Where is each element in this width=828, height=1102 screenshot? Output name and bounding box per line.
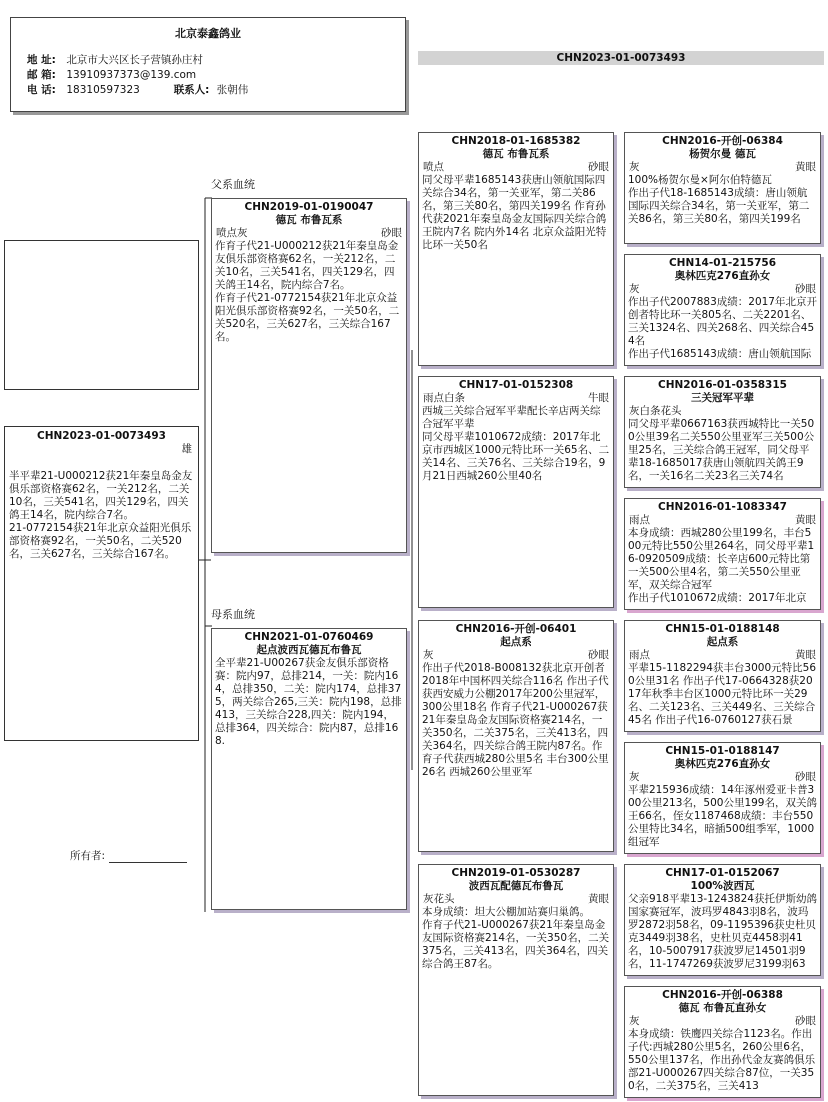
dam-ring: CHN2021-01-0760469 xyxy=(244,631,374,643)
gp-eye: 砂眼 xyxy=(588,161,609,173)
email-label: 邮 箱: xyxy=(27,69,56,81)
phone-label: 电 话: xyxy=(27,84,56,96)
ggp-ring: CHN14-01-215756 xyxy=(668,257,777,269)
great-grandparent-card xyxy=(624,498,821,610)
gp-name: 德瓦 布鲁瓦系 xyxy=(482,148,550,160)
ggp-color: 灰 xyxy=(629,1015,640,1027)
great-grandparent-card xyxy=(624,986,821,1098)
dam-desc: 全平辈21-U00267获金友俱乐部资格赛：院内97，总排214，一关：院内164，总排350，二关：院内174，总排375，两关综合265,三关：院内198，总排413，三关综合228,四关：院内194，总排364，四关综合：院内87，总排168. xyxy=(215,657,402,747)
bird-photo-frame xyxy=(4,240,199,390)
contact-value: 张朝伟 xyxy=(216,84,249,96)
grandparent-card xyxy=(418,132,614,366)
grandparent-card xyxy=(418,864,614,1096)
gp-eye: 牛眼 xyxy=(588,392,609,404)
grandparent-card xyxy=(418,620,614,852)
ggp-desc: 100%杨贺尔曼×阿尔伯特德瓦 作出子代18-1685143成绩：唐山领航国际四关综合34名，第一关亚军，第二关86名，第三关80名，第四关199名 xyxy=(628,174,810,225)
gp-color: 雨点白条 xyxy=(423,392,465,404)
ggp-desc: 父亲918平辈13-1243824获托伊斯幼鸽国家赛冠军，波玛罗4843羽8名，波玛罗2872羽58名，09-1195396获史杜贝克3449羽38名，史杜贝克4458羽41名，10-5007917获波罗尼14501羽9名，11-1747269获波罗尼3199羽63 xyxy=(628,893,817,970)
ggp-color: 灰 xyxy=(629,771,640,783)
ggp-desc: 本身成绩：西城280公里199名，丰台500元特比550公里264名，同父母平辈16-0920509成绩：长辛店600元特比第一关500公里4名，第二关550公里亚军，双关综合冠军 作出子代1010672成绩：2017年北京 xyxy=(628,527,815,604)
ggp-desc: 本身成绩：铁鹰四关综合1123名。作出子代:西城280公里5名，260公里6名，550公里137名，作出孙代金友赛鸽俱乐部21-U000267四关综合87位，一关350名，二关375名，三关413 xyxy=(628,1028,816,1092)
great-grandparent-card xyxy=(624,742,821,854)
ggp-color: 灰白条花头 xyxy=(629,405,682,417)
sire-name: 德瓦 布鲁瓦系 xyxy=(275,214,343,226)
phone-line xyxy=(27,84,248,97)
sire-ring: CHN2019-01-0190047 xyxy=(244,201,374,213)
gp-color: 灰花头 xyxy=(423,893,455,905)
gp-ring: CHN2016-开创-06401 xyxy=(455,623,577,635)
great-grandparent-card xyxy=(624,620,821,732)
ggp-name: 杨贺尔曼 德瓦 xyxy=(689,148,756,160)
gp-name: 波西瓦配德瓦布鲁瓦 xyxy=(468,880,564,892)
dam-card xyxy=(211,628,407,910)
ggp-desc: 作出子代2007883成绩：2017年北京开创者特比环一关805名、二关2201名、三关1324名、四关268名、四关综合454名 作出子代1685143成绩：唐山领航国际 xyxy=(628,296,817,360)
email-line xyxy=(27,69,196,82)
gp-eye: 黄眼 xyxy=(588,893,609,905)
ggp-ring: CHN15-01-0188148 xyxy=(665,623,780,635)
ggp-ring: CHN17-01-0152067 xyxy=(665,867,780,879)
gp-ring: CHN17-01-0152308 xyxy=(458,379,574,391)
gp-ring: CHN2019-01-0530287 xyxy=(451,867,581,879)
phone-value: 18310597323 xyxy=(66,84,140,96)
owner-label: 所有者: xyxy=(70,850,106,862)
ggp-ring: CHN2016-开创-06384 xyxy=(662,135,783,147)
ggp-color: 雨点 xyxy=(629,514,650,526)
ggp-color: 雨点 xyxy=(629,649,650,661)
gp-name: 起点系 xyxy=(500,636,532,648)
dam-line-label: 母系血统 xyxy=(211,608,255,621)
ggp-eye: 砂眼 xyxy=(795,283,816,295)
sire-line-label: 父系血统 xyxy=(211,178,255,191)
gp-eye: 砂眼 xyxy=(588,649,609,661)
breeder-info-panel xyxy=(10,17,406,112)
gp-desc: 作出子代2018-B008132获北京开创者2018年中国杯四关综合116名 作出子代获西安威力公棚2017年200公里冠军，300公里18名 作育子代21-U000267获21年秦皇岛金友国际资格赛214名，一关350名，二关375名，三关413名，四关364名，四关综合鸽王院内87名。作育子代获西城280公里5名 丰台300公里26名 西城260公里亚军 xyxy=(422,662,609,778)
owner-blank xyxy=(109,852,187,863)
ggp-desc: 平辈215936成绩：14年涿州爱亚卡普300公里213名，500公里199名，双关鸽王66名，侄女1187468成绩：丰台550公里特比34名，暗插500组季军，1000组冠军 xyxy=(628,784,817,848)
contact-label: 联系人: xyxy=(173,84,210,96)
email-value: 13910937373@139.com xyxy=(66,69,197,81)
ggp-eye: 黄眼 xyxy=(795,161,816,173)
ggp-name: 起点系 xyxy=(706,636,739,648)
ggp-ring: CHN2016-01-0358315 xyxy=(658,379,787,391)
sire-color: 喷点灰 xyxy=(216,227,248,239)
address-line xyxy=(27,54,203,67)
top-ring-bar: CHN2023-01-0073493 xyxy=(418,51,824,65)
great-grandparent-card xyxy=(624,254,821,366)
gp-color: 灰 xyxy=(423,649,434,661)
gp-color: 喷点 xyxy=(423,161,444,173)
ggp-name: 100%波西瓦 xyxy=(690,880,755,892)
sire-eye: 砂眼 xyxy=(381,227,402,239)
main-bird-ring: CHN2023-01-0073493 xyxy=(37,430,166,442)
great-grandparent-card xyxy=(624,132,821,244)
address-value: 北京市大兴区长子营镇孙庄村 xyxy=(66,54,203,66)
dam-name: 起点波西瓦德瓦布鲁瓦 xyxy=(256,644,362,656)
main-bird-card xyxy=(4,426,199,741)
great-grandparent-card xyxy=(624,864,821,976)
gp-desc: 同父母平辈1685143获唐山领航国际四关综合34名，第一关亚军，第二关86名，第三关80名，第四关199名 作育孙代获2021年秦皇岛金友国际四关综合鸽王院内7名 院内外14名 北京众益阳光特比环一关50名 xyxy=(422,174,607,251)
ggp-color: 灰 xyxy=(629,161,640,173)
ggp-name: 德瓦 布鲁瓦直孙女 xyxy=(678,1002,767,1014)
grandparent-card xyxy=(418,376,614,608)
gp-ring: CHN2018-01-1685382 xyxy=(451,135,581,147)
sire-card xyxy=(211,198,407,553)
sire-desc: 作育子代21-U000212获21年秦皇岛金友俱乐部资格赛62名，一关212名，二关10名，三关541名，四关129名，四关鸽王14名，院内综合7名。 作育子代21-0772154获21年北京众益阳光俱乐部资格赛92名，一关50名，二关520名，三关627名，三关综合167名。 xyxy=(215,240,400,343)
ggp-desc: 平辈15-1182294获丰台3000元特比560公里31名 作出子代17-0664328获2017年秋季丰台区1000元特比环一关29名、二关123名、三关449名、三关综合45名 作出子代16-0760127获石景 xyxy=(628,662,816,726)
ggp-name: 奥林匹克276直孙女 xyxy=(674,270,771,282)
ggp-eye: 砂眼 xyxy=(795,771,816,783)
ggp-desc: 同父母平辈0667163获西城特比一关500公里39名二关550公里亚军三关500公里25名，三关综合鸽王冠军，同父母平辈18-1685017获唐山领航四关鸽王9名，一关16名二关23名三关74名 xyxy=(628,418,815,482)
ggp-ring: CHN15-01-0188147 xyxy=(665,745,780,757)
gp-desc: 西城三关综合冠军平辈配长辛店两关综合冠军平辈 同父母平辈1010672成绩：2017年北京市西城区1000元特比环一关65名、二关14名、三关76名、三关综合19名，9月21日西城260公里40名 xyxy=(422,405,610,482)
owner-field xyxy=(70,850,187,863)
main-bird-desc: 半平辈21-U000212获21年秦皇岛金友俱乐部资格赛62名，一关212名，二关10名，三关541名，四关129名，四关鸽王14名，院内综合7名。 21-0772154获21年北京众益阳光俱乐部资格赛92名，一关50名，二关520名，三关627名，三关综合167名。 xyxy=(9,470,193,560)
main-bird-sex: 雄 xyxy=(181,443,192,455)
ggp-ring: CHN2016-01-1083347 xyxy=(658,501,787,513)
ggp-color: 灰 xyxy=(629,283,640,295)
breeder-title: 北京泰鑫鸽业 xyxy=(175,27,241,40)
gp-desc: 本身成绩：坦大公棚加站赛归巢鸽。 作育子代21-U000267获21年秦皇岛金友国际资格赛214名，一关350名，二关375名，三关413名，四关364名，四关综合鸽王87名。 xyxy=(422,906,610,970)
ggp-eye: 砂眼 xyxy=(795,1015,816,1027)
ggp-name: 奥林匹克276直孙女 xyxy=(674,758,771,770)
ggp-name: 三关冠军平辈 xyxy=(691,392,754,404)
ggp-eye: 黄眼 xyxy=(795,649,816,661)
great-grandparent-card xyxy=(624,376,821,488)
ggp-ring: CHN2016-开创-06388 xyxy=(662,989,783,1001)
address-label: 地 址: xyxy=(27,54,56,66)
ggp-eye: 黄眼 xyxy=(795,514,816,526)
